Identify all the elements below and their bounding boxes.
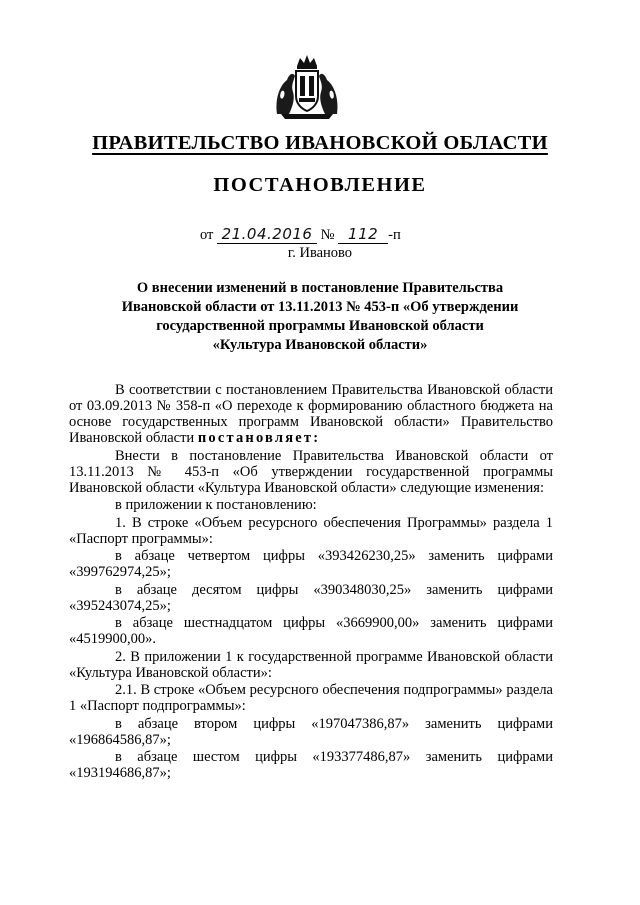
- paragraph: в абзаце десятом цифры «390348030,25» заменить цифрами «395243074,25»;: [69, 581, 553, 614]
- subject-line: государственной программы Ивановской области: [156, 318, 484, 334]
- paragraph: в абзаце шестнадцатом цифры «3669900,00» заменить цифрами «4519900,00».: [69, 615, 553, 648]
- paragraph: [69, 382, 553, 446]
- paragraph: Внести в постановление Правительства Ивановской области от 13.11.2013 № 453-п «Об утверждении государственной программы Ивановской области «Культура Ивановской области» следующие изменения:: [69, 447, 553, 496]
- subject-heading: [80, 279, 560, 355]
- subject-line: О внесении изменений в постановление Правительства: [136, 280, 504, 296]
- paragraph: в абзаце втором цифры «197047386,87» заменить цифрами «196864586,87»;: [69, 715, 553, 748]
- number-sign: №: [320, 227, 335, 243]
- date-prefix: от: [200, 227, 214, 243]
- number-suffix: -п: [388, 227, 401, 243]
- paragraph: в абзаце четвертом цифры «393426230,25» заменить цифрами «399762974,25»;: [69, 548, 553, 581]
- city: г. Иваново: [287, 245, 353, 261]
- subject-line: Ивановской области от 13.11.2013 № 453-п «Об утверждении: [121, 299, 519, 315]
- paragraph: 2. В приложении 1 к государственной программе Ивановской области «Культура Ивановской области»:: [69, 648, 553, 681]
- paragraph-text: В соответствии с постановлением Правительства Ивановской области от 03.09.2013 № 358-п «О переходе к формированию областного бюджета на основе государственных программ Ивановской области» Правительство Ивановской области: [69, 382, 553, 447]
- subject-line: «Культура Ивановской области»: [212, 337, 428, 353]
- document-body: [69, 382, 553, 781]
- paragraph: 2.1. В строке «Объем ресурсного обеспечения подпрограммы» раздела 1 «Паспорт подпрограммы»:: [69, 682, 553, 715]
- coat-of-arms-icon: [271, 52, 343, 122]
- government-title: ПРАВИТЕЛЬСТВО ИВАНОВСКОЙ ОБЛАСТИ: [92, 132, 548, 154]
- number-value: 112: [338, 226, 388, 244]
- decree-word: постановляет:: [197, 430, 321, 447]
- paragraph: в абзаце шестом цифры «193377486,87» заменить цифрами «193194686,87»;: [69, 749, 553, 782]
- date-value: 21.04.2016: [217, 226, 317, 244]
- paragraph: 1. В строке «Объем ресурсного обеспечения Программы» раздела 1 «Паспорт программы»:: [69, 514, 553, 547]
- paragraph: в приложении к постановлению:: [115, 497, 317, 514]
- document-type: ПОСТАНОВЛЕНИЕ: [213, 174, 427, 196]
